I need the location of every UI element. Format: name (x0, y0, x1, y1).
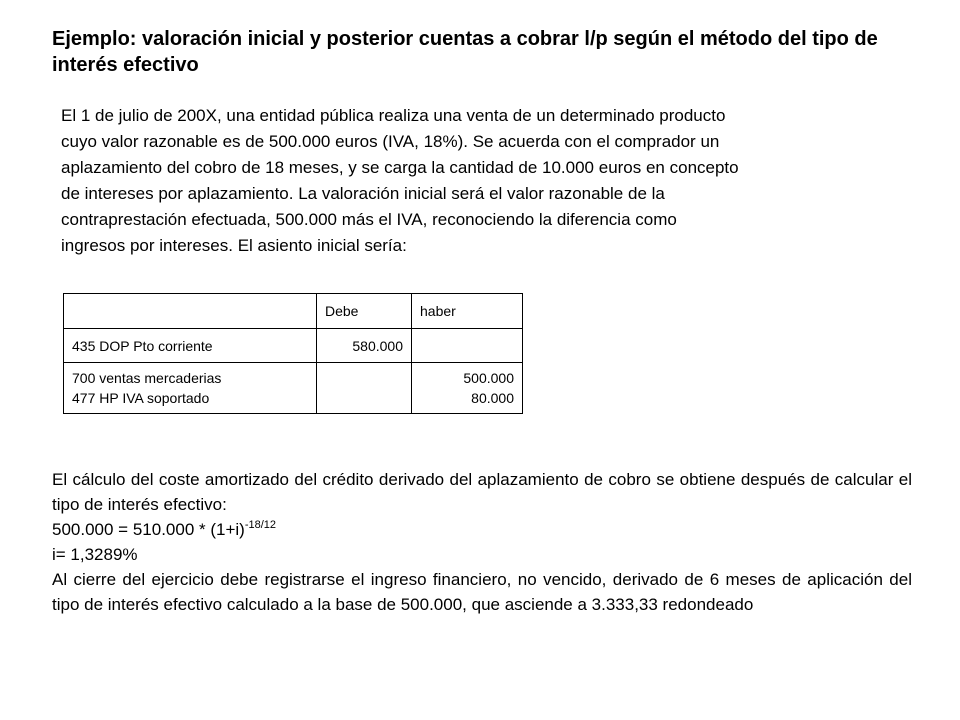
row2-concept-line: 477 HP IVA soportado (72, 390, 210, 406)
page-title: Ejemplo: valoración inicial y posterior cuentas a cobrar l/p según el método del tipo de interés efectivo (52, 28, 878, 76)
equation-base: 500.000 = 510.000 * (1+i) (52, 520, 245, 539)
intro-line: contraprestación efectuada, 500.000 más el IVA, reconociendo la diferencia como (61, 210, 677, 229)
table-row (64, 329, 523, 363)
row2-haber-line: 500.000 (463, 370, 514, 386)
row1-concept-cell: 435 DOP Pto corriente (64, 329, 317, 363)
row2-concept-cell (64, 363, 317, 414)
equation-exponent: -18/12 (244, 519, 277, 531)
intro-paragraph (61, 103, 931, 259)
rate-result: i= 1,3289% (52, 545, 138, 564)
table-header-row (64, 294, 523, 329)
calc-paragraph: El cálculo del coste amortizado del crédito derivado del aplazamiento de cobro se obtiene después de calcular el tipo de interés efectivo: (52, 470, 912, 514)
closing-paragraph: Al cierre del ejercicio debe registrarse el ingreso financiero, no vencido, derivado de 6 meses de aplicación del tipo de interés efectivo calculado a la base de 500.000, que asciende a 3.333,33 redondeado (52, 570, 912, 614)
equation (52, 517, 912, 542)
intro-line: El 1 de julio de 200X, una entidad pública realiza una venta de un determinado producto (61, 106, 726, 125)
journal-entry-table (63, 293, 523, 414)
intro-line: de intereses por aplazamiento. La valoración inicial será el valor razonable de la (61, 184, 665, 203)
row2-concept-line: 700 ventas mercaderias (72, 370, 222, 386)
row1-haber-cell (412, 329, 523, 363)
row2-debe-cell (317, 363, 412, 414)
calculation-section (52, 467, 912, 617)
header-debe-cell: Debe (317, 294, 412, 329)
intro-line: aplazamiento del cobro de 18 meses, y se carga la cantidad de 10.000 euros en concepto (61, 158, 739, 177)
row2-haber-cell (412, 363, 523, 414)
row1-debe-cell: 580.000 (317, 329, 412, 363)
header-haber-cell: haber (412, 294, 523, 329)
intro-line: cuyo valor razonable es de 500.000 euros (IVA, 18%). Se acuerda con el comprador un (61, 132, 720, 151)
intro-line: ingresos por intereses. El asiento inicial sería: (61, 236, 407, 255)
row2-haber-line: 80.000 (471, 390, 514, 406)
table-row (64, 363, 523, 414)
header-concept-cell (64, 294, 317, 329)
